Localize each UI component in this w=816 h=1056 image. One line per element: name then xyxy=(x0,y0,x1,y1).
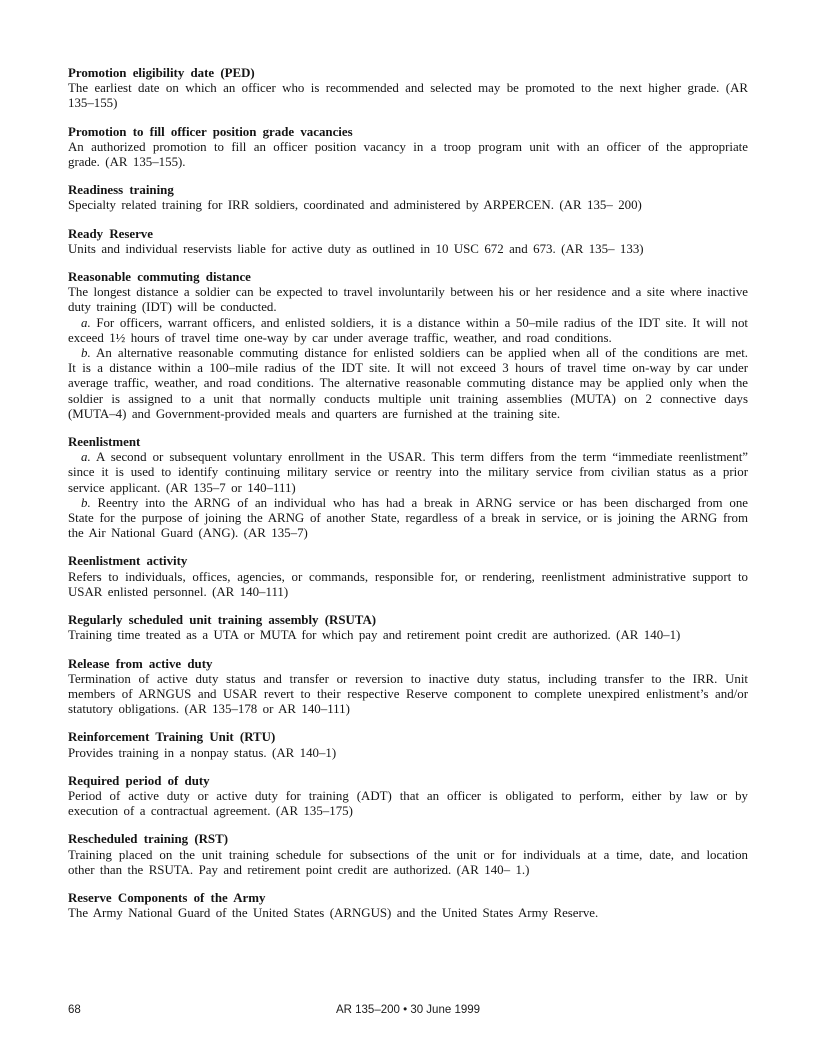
definition-text: Termination of active duty status and transfer or reversion to inactive duty status, including transfer to the IRR. Unit members of ARNGUS and USAR revert to their respective Reserve component to complete unexpired enlistment’s and/or statutory obligations. (AR 135–178 or AR 140–111) xyxy=(68,671,748,717)
subparagraph-label: a. xyxy=(81,315,91,330)
term-heading: Required period of duty xyxy=(68,773,210,788)
definition-subparagraph xyxy=(68,450,748,496)
term-heading: Readiness training xyxy=(68,183,174,198)
subparagraph-text: An alternative reasonable commuting distance for enlisted soldiers can be applied when all of the conditions are met. It is a distance within a 100–mile radius of the IDT site. It will not exceed 3 hours of travel time on-way by car under average traffic, weather, and road conditions. The alternative reasonable commuting distance may be applied only when the soldier is assigned to a unit that normally conducts multiple unit training assemblies (MUTA) on 2 connective days (MUTA–4) and Government-provided meals and quarters are furnished at the training site. xyxy=(68,346,748,421)
glossary-entry xyxy=(68,774,748,820)
subparagraph-text: Reentry into the ARNG of an individual who has had a break in ARNG service or has been discharged from one State for the purpose of joining the ARNG of another State, regardless of a break in service, or is joining the ARNG from the Air National Guard (ANG). (AR 135–7) xyxy=(68,495,748,541)
definition-subparagraph xyxy=(68,316,748,346)
term-heading: Reenlistment activity xyxy=(68,554,188,569)
glossary-entry xyxy=(68,730,748,760)
page-footer xyxy=(68,1003,748,1017)
term-heading: Regularly scheduled unit training assembly (RSUTA) xyxy=(68,613,377,628)
glossary-entry xyxy=(68,270,748,422)
term-heading: Reserve Components of the Army xyxy=(68,890,266,905)
glossary-entry xyxy=(68,657,748,718)
definition-text: Training time treated as a UTA or MUTA for which pay and retirement point credit are authorized. (AR 140–1) xyxy=(68,628,681,643)
glossary-entry xyxy=(68,66,748,112)
definition-subparagraph xyxy=(68,496,748,542)
glossary-entry xyxy=(68,227,748,257)
term-heading: Reasonable commuting distance xyxy=(68,270,251,285)
glossary-section xyxy=(68,66,748,934)
subparagraph-label: b. xyxy=(81,495,91,510)
subparagraph-text: A second or subsequent voluntary enrollment in the USAR. This term differs from the term “immediate reenlistment” since it is used to identify continuing military service or reentry into the military service from civilian status as a prior service applicant. (AR 135–7 or 140–111) xyxy=(68,450,748,495)
subparagraph-text: For officers, warrant officers, and enlisted soldiers, it is a distance within a 50–mile radius of the IDT site. It will not exceed 1½ hours of travel time one-way by car under average traffic, weather, and road conditions. xyxy=(68,315,748,345)
definition-text: Period of active duty or active duty for training (ADT) that an officer is obligated to perform, either by law or by execution of a contractual agreement. (AR 135–175) xyxy=(68,788,748,819)
term-heading: Release from active duty xyxy=(68,656,213,671)
definition-subparagraph xyxy=(68,346,748,422)
definition-text: The longest distance a soldier can be expected to travel involuntarily between his or her residence and a site where inactive duty training (IDT) will be conducted. xyxy=(68,285,748,315)
term-heading: Reenlistment xyxy=(68,435,141,450)
glossary-entry xyxy=(68,435,748,541)
glossary-entry xyxy=(68,832,748,878)
subparagraph-label: b. xyxy=(81,346,91,361)
glossary-entry xyxy=(68,554,748,600)
glossary-entry xyxy=(68,125,748,171)
term-heading: Rescheduled training (RST) xyxy=(68,832,228,847)
glossary-entry xyxy=(68,891,748,921)
term-heading: Promotion eligibility date (PED) xyxy=(68,66,255,80)
page-number: 68 xyxy=(68,1004,81,1016)
term-heading: Ready Reserve xyxy=(68,226,153,241)
definition-text: The earliest date on which an officer who is recommended and selected may be promoted to the next higher grade. (AR 135–155) xyxy=(68,81,748,111)
footer-citation: AR 135–200 • 30 June 1999 xyxy=(335,1004,481,1016)
glossary-entry xyxy=(68,183,748,213)
definition-text: Units and individual reservists liable for active duty as outlined in 10 USC 672 and 673. (AR 135– 133) xyxy=(68,241,644,256)
definition-text: Training placed on the unit training schedule for subsections of the unit or for individuals at a time, date, and location other than the RSUTA. Pay and retirement point credit are authorized. (AR 140– 1.) xyxy=(68,847,748,877)
definition-text: Specialty related training for IRR soldiers, coordinated and administered by ARPERCEN. (AR 135– 200) xyxy=(68,198,642,213)
definition-text: Refers to individuals, offices, agencies, or commands, responsible for, or rendering, reenlistment administrative support to USAR enlisted personnel. (AR 140–111) xyxy=(68,569,748,599)
term-heading: Reinforcement Training Unit (RTU) xyxy=(68,730,276,745)
definition-text: Provides training in a nonpay status. (AR 140–1) xyxy=(68,745,337,760)
definition-text: The Army National Guard of the United States (ARNGUS) and the United States Army Reserve. xyxy=(68,906,599,921)
definition-text: An authorized promotion to fill an officer position vacancy in a troop program unit with an officer of the appropriate grade. (AR 135–155). xyxy=(68,139,748,170)
glossary-entry xyxy=(68,613,748,643)
subparagraph-label: a. xyxy=(81,450,91,465)
term-heading: Promotion to fill officer position grade vacancies xyxy=(68,124,353,139)
